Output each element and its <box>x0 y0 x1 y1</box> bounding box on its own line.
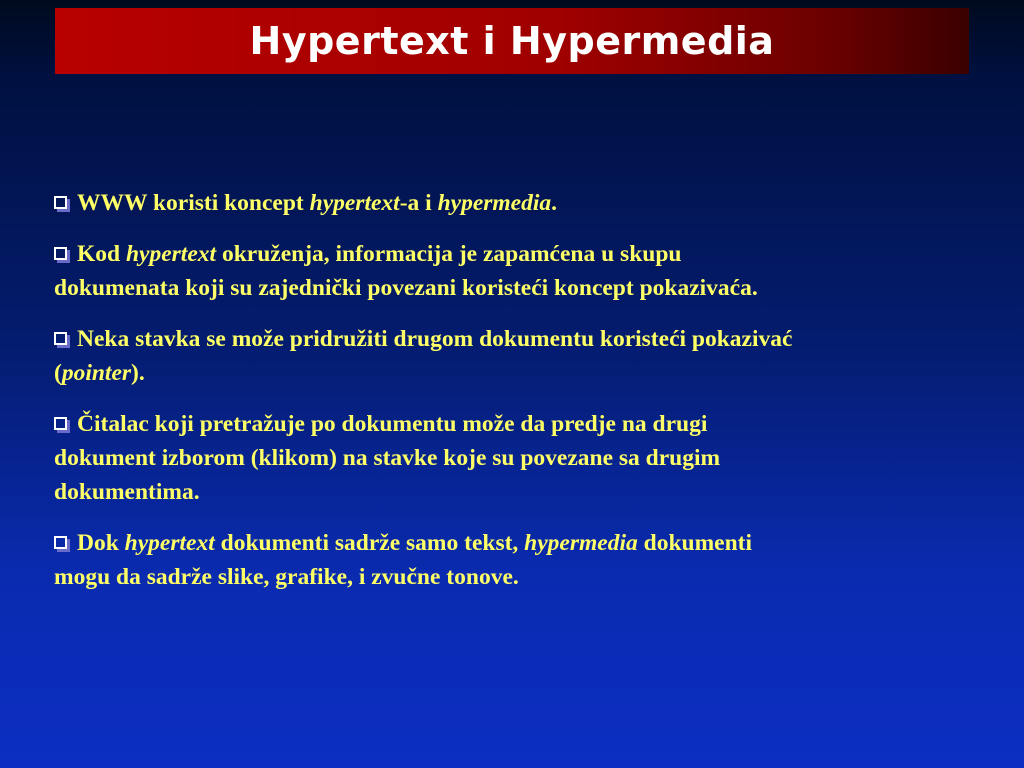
bullet-text: Dok <box>77 530 125 556</box>
checkbox-square-icon <box>54 247 67 260</box>
checkbox-square-icon <box>54 196 67 209</box>
bullet-text-italic: hypertext <box>124 530 215 556</box>
bullet-text: dokumenti <box>637 530 753 556</box>
checkbox-square-icon <box>54 332 67 345</box>
bullet-text: dokumentima. <box>54 479 200 505</box>
bullet-text: mogu da sadrže slike, grafike, i zvučne tonove. <box>54 564 519 590</box>
bullet-text-italic: hypertext <box>309 190 400 216</box>
bullet-text: -a i <box>399 190 438 216</box>
bullet-text-italic: hypertext <box>125 241 217 267</box>
bullet-text: okruženja, informacija je zapamćena u skupu <box>216 241 682 267</box>
bullet-item <box>54 186 966 220</box>
bullet-text: dokument izborom (klikom) na stavke koje su povezane sa drugim <box>54 445 721 471</box>
bullet-text-italic: hypermedia <box>437 190 552 216</box>
bullet-text: ( <box>54 360 62 386</box>
bullet-text: Neka stavka se može pridružiti drugom dokumentu koristeći pokazivać <box>77 326 793 352</box>
checkbox-square-icon <box>54 536 67 549</box>
bullet-text-italic: hypermedia <box>524 530 638 556</box>
title-bar <box>55 8 969 74</box>
checkbox-square-icon <box>54 417 67 430</box>
bullet-text: . <box>551 190 558 216</box>
bullet-text: Kod <box>77 241 126 267</box>
bullet-text: WWW koristi koncept <box>77 190 310 216</box>
bullet-text: dokumenti sadrže samo tekst, <box>214 530 525 556</box>
bullet-item <box>54 526 966 594</box>
bullet-text: dokumenata koji su zajednički povezani koristeći koncept pokazivaća. <box>54 275 758 301</box>
bullet-item <box>54 407 966 509</box>
bullet-text: ). <box>131 360 145 386</box>
bullet-text: Čitalac koji pretražuje po dokumentu može da predje na drugi <box>77 411 708 437</box>
slide-title: Hypertext i Hypermedia <box>249 19 775 63</box>
bullet-list <box>54 186 966 611</box>
bullet-text-italic: pointer <box>61 360 132 386</box>
bullet-item <box>54 322 966 390</box>
bullet-item <box>54 237 966 305</box>
